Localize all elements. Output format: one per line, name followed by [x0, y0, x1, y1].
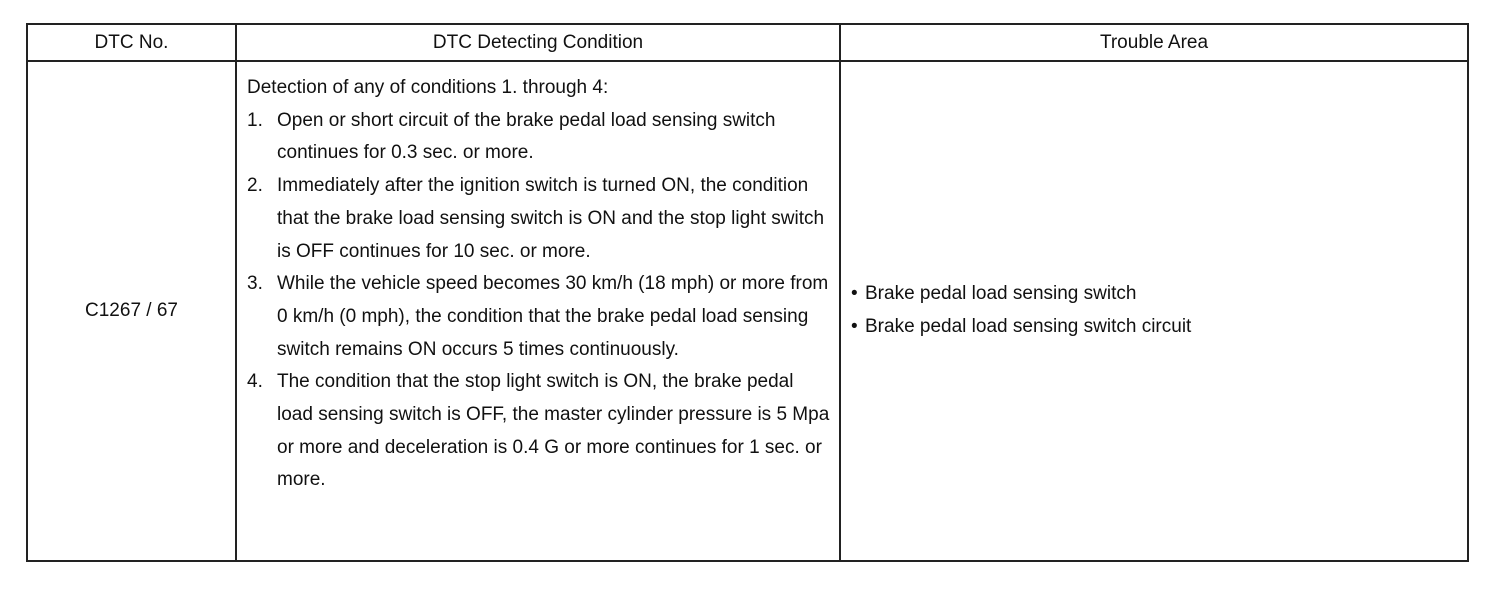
condition-number: 2. [247, 175, 263, 197]
bullet-icon: • [851, 283, 858, 305]
header-detecting-condition: DTC Detecting Condition [236, 24, 840, 61]
list-item [247, 268, 831, 366]
header-trouble-area: Trouble Area [840, 24, 1468, 61]
trouble-area-text: Brake pedal load sensing switch [865, 283, 1137, 305]
condition-intro: Detection of any of conditions 1. through 4: [247, 77, 609, 98]
condition-text: While the vehicle speed becomes 30 km/h (18 mph) or more from 0 km/h (0 mph), the condition that the brake pedal load sensing switch remains ON occurs 5 times continuously. [277, 273, 829, 360]
table-row [27, 61, 1468, 561]
list-item [247, 105, 831, 170]
condition-text: Open or short circuit of the brake pedal load sensing switch continues for 0.3 sec. or more. [277, 109, 776, 164]
trouble-area-text: Brake pedal load sensing switch circuit [865, 316, 1192, 337]
dtc-code: C1267 / 67 [27, 61, 236, 561]
condition-text: The condition that the stop light switch is ON, the brake pedal load sensing switch is OFF, the master cylinder pressure is 5 Mpa or more and deceleration is 0.4 G or more continues for 1 sec. or more. [277, 371, 830, 491]
header-dtc-no: DTC No. [27, 24, 236, 61]
list-item [851, 278, 1459, 311]
condition-number: 1. [247, 109, 263, 131]
condition-number: 3. [247, 273, 263, 295]
condition-number: 4. [247, 371, 263, 393]
trouble-area-cell [840, 61, 1468, 561]
list-item [247, 366, 831, 497]
dtc-table [26, 23, 1469, 562]
condition-text: Immediately after the ignition switch is turned ON, the condition that the brake load sensing switch is ON and the stop light switch is OFF continues for 10 sec. or more. [277, 175, 825, 262]
list-item [247, 170, 831, 268]
trouble-area-list [851, 278, 1459, 343]
detecting-condition-cell [236, 61, 840, 561]
list-item [851, 311, 1459, 344]
table-header-row [27, 24, 1468, 61]
condition-list [247, 105, 831, 497]
bullet-icon: • [851, 316, 858, 337]
